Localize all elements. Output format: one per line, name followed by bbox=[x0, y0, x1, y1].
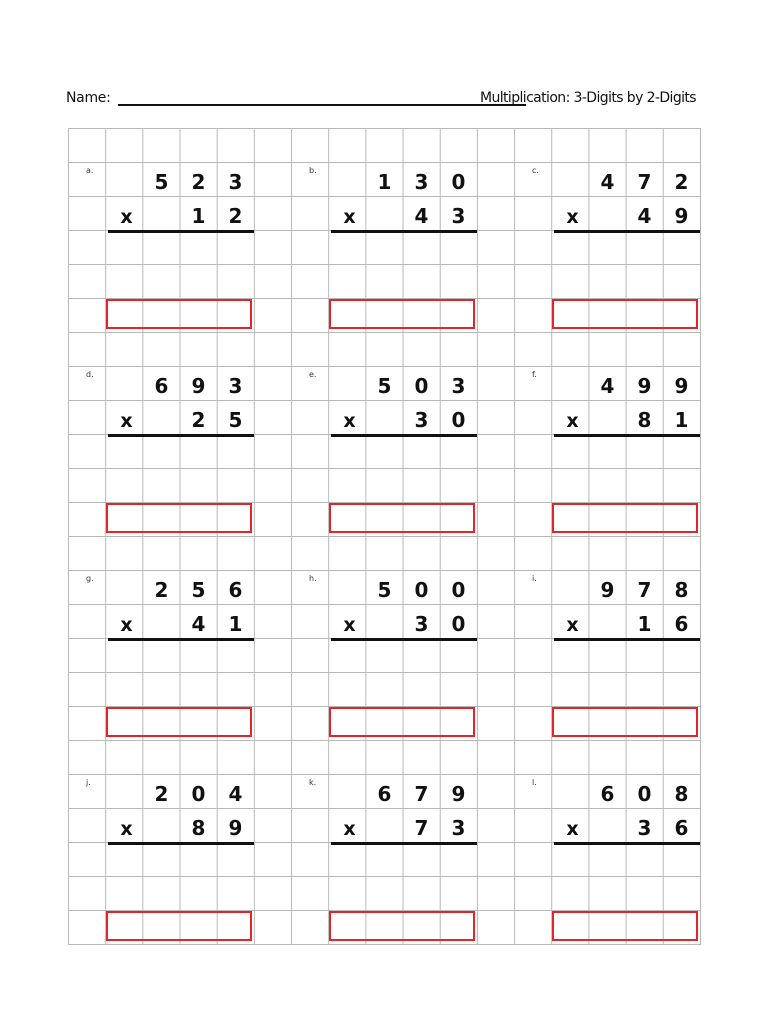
bottom-digit: 9 bbox=[674, 204, 689, 228]
top-digit: 9 bbox=[637, 374, 652, 398]
top-digit: 5 bbox=[191, 578, 206, 602]
bottom-digit: 0 bbox=[451, 612, 466, 636]
problem-g bbox=[68, 536, 288, 740]
top-digit: 0 bbox=[414, 578, 429, 602]
top-digit: 5 bbox=[377, 374, 392, 398]
top-digit: 2 bbox=[154, 782, 169, 806]
answer-box[interactable] bbox=[106, 911, 252, 941]
multiply-sign: x bbox=[566, 206, 579, 228]
problem-f bbox=[514, 332, 734, 536]
top-digit: 6 bbox=[377, 782, 392, 806]
problem-label: k. bbox=[309, 778, 317, 787]
problem-label: a. bbox=[86, 166, 94, 175]
top-digit: 9 bbox=[191, 374, 206, 398]
top-digit: 0 bbox=[191, 782, 206, 806]
multiply-sign: x bbox=[566, 410, 579, 432]
bottom-digit: 8 bbox=[191, 816, 206, 840]
top-digit: 6 bbox=[154, 374, 169, 398]
top-digit: 4 bbox=[600, 170, 615, 194]
top-digit: 7 bbox=[414, 782, 429, 806]
answer-box[interactable] bbox=[329, 707, 475, 737]
answer-rule bbox=[331, 434, 477, 437]
bottom-digit: 7 bbox=[414, 816, 429, 840]
answer-rule bbox=[108, 842, 254, 845]
problem-label: d. bbox=[86, 370, 94, 379]
bottom-digit: 1 bbox=[191, 204, 206, 228]
top-digit: 0 bbox=[451, 170, 466, 194]
problem-b bbox=[291, 128, 511, 332]
answer-box[interactable] bbox=[106, 299, 252, 329]
top-digit: 6 bbox=[600, 782, 615, 806]
answer-box[interactable] bbox=[552, 911, 698, 941]
top-digit: 6 bbox=[228, 578, 243, 602]
answer-rule bbox=[108, 434, 254, 437]
bottom-digit: 3 bbox=[637, 816, 652, 840]
answer-box[interactable] bbox=[552, 503, 698, 533]
answer-rule bbox=[331, 230, 477, 233]
answer-box[interactable] bbox=[329, 299, 475, 329]
bottom-digit: 0 bbox=[451, 408, 466, 432]
top-digit: 2 bbox=[154, 578, 169, 602]
bottom-digit: 6 bbox=[674, 612, 689, 636]
problem-i bbox=[514, 536, 734, 740]
bottom-digit: 1 bbox=[228, 612, 243, 636]
bottom-digit: 3 bbox=[451, 204, 466, 228]
top-digit: 3 bbox=[451, 374, 466, 398]
problem-label: f. bbox=[532, 370, 537, 379]
problem-label: j. bbox=[86, 778, 91, 787]
answer-rule bbox=[331, 842, 477, 845]
bottom-digit: 2 bbox=[228, 204, 243, 228]
bottom-digit: 4 bbox=[637, 204, 652, 228]
answer-box[interactable] bbox=[329, 911, 475, 941]
top-digit: 0 bbox=[637, 782, 652, 806]
multiply-sign: x bbox=[343, 410, 356, 432]
problem-e bbox=[291, 332, 511, 536]
multiply-sign: x bbox=[343, 206, 356, 228]
problem-d bbox=[68, 332, 288, 536]
bottom-digit: 3 bbox=[414, 612, 429, 636]
top-digit: 3 bbox=[414, 170, 429, 194]
top-digit: 3 bbox=[228, 374, 243, 398]
multiply-sign: x bbox=[566, 818, 579, 840]
bottom-digit: 6 bbox=[674, 816, 689, 840]
worksheet-header bbox=[66, 86, 696, 114]
answer-rule bbox=[554, 842, 700, 845]
problem-label: h. bbox=[309, 574, 317, 583]
top-digit: 5 bbox=[377, 578, 392, 602]
answer-rule bbox=[554, 230, 700, 233]
problem-label: e. bbox=[309, 370, 317, 379]
problem-h bbox=[291, 536, 511, 740]
top-digit: 4 bbox=[600, 374, 615, 398]
multiply-sign: x bbox=[343, 614, 356, 636]
worksheet-title: Multiplication: 3-Digits by 2-Digits bbox=[480, 90, 696, 106]
bottom-digit: 1 bbox=[637, 612, 652, 636]
problem-label: c. bbox=[532, 166, 539, 175]
answer-rule bbox=[554, 434, 700, 437]
name-line bbox=[118, 104, 526, 106]
top-digit: 7 bbox=[637, 170, 652, 194]
problem-label: i. bbox=[532, 574, 537, 583]
top-digit: 1 bbox=[377, 170, 392, 194]
top-digit: 9 bbox=[674, 374, 689, 398]
top-digit: 2 bbox=[191, 170, 206, 194]
bottom-digit: 4 bbox=[191, 612, 206, 636]
answer-rule bbox=[108, 230, 254, 233]
answer-rule bbox=[554, 638, 700, 641]
bottom-digit: 3 bbox=[451, 816, 466, 840]
top-digit: 8 bbox=[674, 578, 689, 602]
answer-box[interactable] bbox=[552, 299, 698, 329]
answer-rule bbox=[331, 638, 477, 641]
multiply-sign: x bbox=[566, 614, 579, 636]
problem-c bbox=[514, 128, 734, 332]
multiply-sign: x bbox=[120, 614, 133, 636]
answer-box[interactable] bbox=[106, 707, 252, 737]
top-digit: 9 bbox=[600, 578, 615, 602]
multiply-sign: x bbox=[120, 206, 133, 228]
top-digit: 9 bbox=[451, 782, 466, 806]
worksheet-grid bbox=[68, 128, 701, 945]
multiply-sign: x bbox=[120, 410, 133, 432]
top-digit: 0 bbox=[414, 374, 429, 398]
answer-rule bbox=[108, 638, 254, 641]
bottom-digit: 3 bbox=[414, 408, 429, 432]
bottom-digit: 9 bbox=[228, 816, 243, 840]
bottom-digit: 4 bbox=[414, 204, 429, 228]
problem-label: l. bbox=[532, 778, 537, 787]
bottom-digit: 2 bbox=[191, 408, 206, 432]
name-label: Name: bbox=[66, 90, 111, 106]
top-digit: 7 bbox=[637, 578, 652, 602]
top-digit: 5 bbox=[154, 170, 169, 194]
top-digit: 3 bbox=[228, 170, 243, 194]
multiply-sign: x bbox=[343, 818, 356, 840]
top-digit: 2 bbox=[674, 170, 689, 194]
answer-box[interactable] bbox=[552, 707, 698, 737]
bottom-digit: 1 bbox=[674, 408, 689, 432]
answer-box[interactable] bbox=[106, 503, 252, 533]
top-digit: 8 bbox=[674, 782, 689, 806]
top-digit: 0 bbox=[451, 578, 466, 602]
top-digit: 4 bbox=[228, 782, 243, 806]
problem-a bbox=[68, 128, 288, 332]
problem-l bbox=[514, 740, 734, 944]
problem-j bbox=[68, 740, 288, 944]
multiply-sign: x bbox=[120, 818, 133, 840]
problem-k bbox=[291, 740, 511, 944]
bottom-digit: 5 bbox=[228, 408, 243, 432]
problem-label: b. bbox=[309, 166, 317, 175]
problem-label: g. bbox=[86, 574, 94, 583]
bottom-digit: 8 bbox=[637, 408, 652, 432]
answer-box[interactable] bbox=[329, 503, 475, 533]
